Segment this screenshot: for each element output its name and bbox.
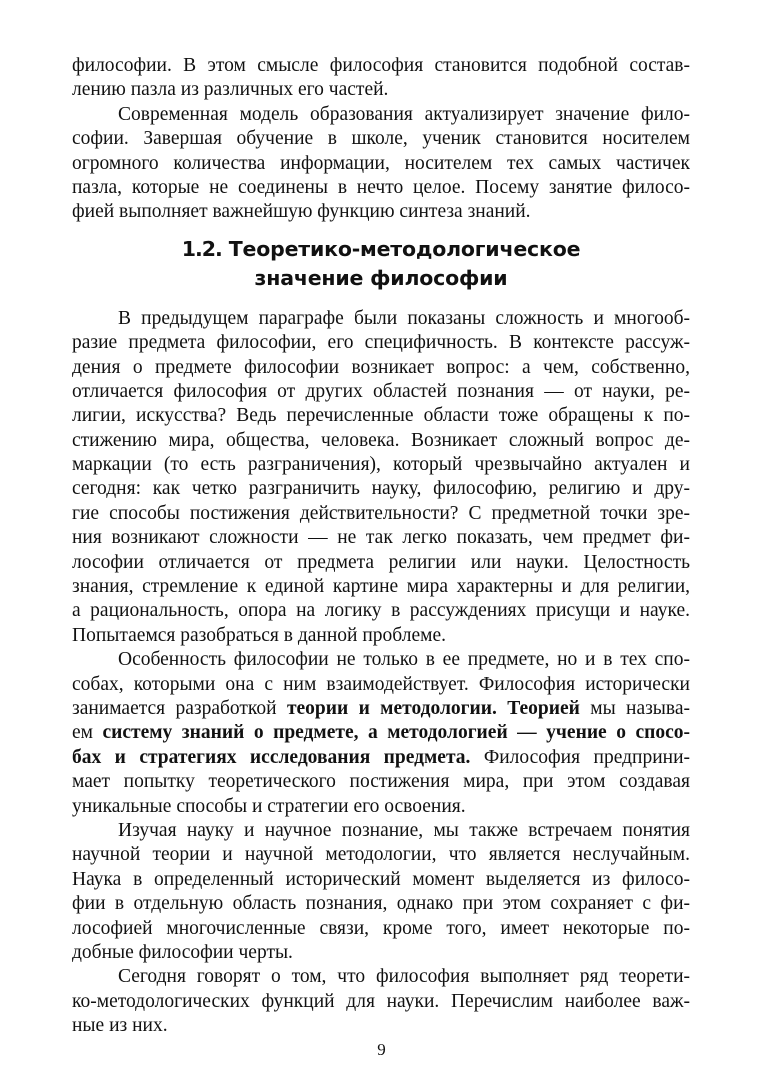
- text-line: стижению мира, общества, человека. Возникает сложный вопрос де-: [72, 429, 690, 451]
- text-line: Особенность философии не только в ее предмете, но и в тех спо-: [118, 649, 690, 671]
- text-line: огромного количества информации, носителем тех самых частичек: [72, 152, 690, 174]
- page-body: [72, 54, 690, 1038]
- paragraph-modern-education: [72, 103, 690, 225]
- text-line: философии. В этом смысле философия становится подобной состав-: [72, 55, 690, 76]
- text-fragment: мы называ-: [579, 697, 691, 719]
- bold-definition: систему знаний о предмете, а методологией — учение о спосо-: [102, 722, 690, 744]
- text-line: отличается философия от других областей познания — от науки, ре-: [72, 380, 690, 402]
- text-line: гие способы постижения действительности? С предметной точки зре-: [72, 502, 690, 524]
- paragraph-science: [72, 819, 690, 965]
- text-line: Попытаемся разобраться в данной проблеме.: [72, 624, 446, 646]
- text-line: фии в отдельную область познания, однако при этом сохраняет с фи-: [72, 893, 690, 915]
- text-line: ные из них.: [72, 1015, 168, 1037]
- text-line: добные философии черты.: [72, 941, 293, 963]
- text-line: Наука в определенный исторический момент выделяется из филосо-: [72, 868, 690, 890]
- text-fragment: занимается разработкой: [72, 697, 287, 719]
- text-line: Изучая науку и научное познание, мы также встречаем понятия: [118, 819, 690, 841]
- text-line: фией выполняет важнейшую функцию синтеза знаний.: [72, 201, 531, 223]
- paragraph-today: [72, 965, 690, 1038]
- text-line: разие предмета философии, его специфичность. В контексте рассуж-: [72, 332, 690, 354]
- section-heading: [72, 235, 690, 293]
- text-line: Современная модель образования актуализирует значение фило-: [118, 103, 690, 125]
- text-line: дения о предмете философии возникает вопрос: а чем, собственно,: [72, 356, 690, 378]
- bold-term-theory-methodology: теории и методологии. Теорией: [286, 697, 580, 719]
- text-line: мает попытку теоретического постижения мира, при этом создавая: [72, 771, 690, 793]
- text-fragment: ем: [72, 722, 103, 744]
- paragraph-previous: [72, 307, 690, 648]
- text-line: собах, которыми она с ним взаимодействует. Философия исторически: [72, 673, 690, 695]
- text-line: софии. Завершая обучение в школе, ученик становится носителем: [72, 128, 690, 150]
- text-fragment: Философия предприни-: [470, 746, 690, 768]
- text-line: сегодня: как четко разграничить науку, философию, религию и дру-: [72, 478, 690, 500]
- text-line: пазла, которые не соединены в нечто целое. Посему занятие филосо-: [72, 176, 690, 198]
- text-line: Сегодня говорят о том, что философия выполняет ряд теорети-: [118, 966, 690, 988]
- section-heading-line-1: [72, 235, 690, 264]
- section-number: 1.2.: [181, 236, 222, 261]
- text-line: ния возникают сложности — не так легко показать, чем предмет фи-: [72, 527, 690, 549]
- text-line: [72, 697, 690, 721]
- text-line: уникальные способы и стратегии его освоения.: [72, 795, 466, 817]
- text-line: лигии, искусства? Ведь перечисленные области тоже обращены к по-: [72, 405, 690, 427]
- text-line: [72, 721, 690, 745]
- text-line: а рациональность, опора на логику в рассуждениях присущи и науке.: [72, 600, 690, 622]
- text-line: научной теории и научной методологии, что является неслучайным.: [72, 844, 690, 866]
- section-title-part-2: значение философии: [254, 265, 508, 290]
- text-line: ко-методологических функций для науки. Перечислим наиболее важ-: [72, 990, 690, 1012]
- text-line: лософии отличается от предмета религии или науки. Целостность: [72, 551, 690, 573]
- text-line: знания, стремление к единой картине мира характерны и для религии,: [72, 576, 690, 598]
- paragraph-peculiarity: [72, 648, 690, 819]
- text-line: [72, 746, 690, 770]
- text-line: лософией многочисленные связи, кроме того, имеет некоторые по-: [72, 917, 690, 939]
- paragraph-intro: [72, 54, 690, 103]
- page-number: 9: [377, 1040, 386, 1059]
- bold-definition: бах и стратегиях исследования предмета.: [72, 746, 471, 768]
- text-line: В предыдущем параграфе были показаны сложность и многооб-: [118, 307, 690, 329]
- text-line: маркации (то есть разграничения), который чрезвычайно актуален и: [72, 454, 690, 476]
- text-line: лению пазла из различных его частей.: [72, 79, 389, 101]
- section-title-part-1: Теоретико-методологическое: [228, 236, 581, 261]
